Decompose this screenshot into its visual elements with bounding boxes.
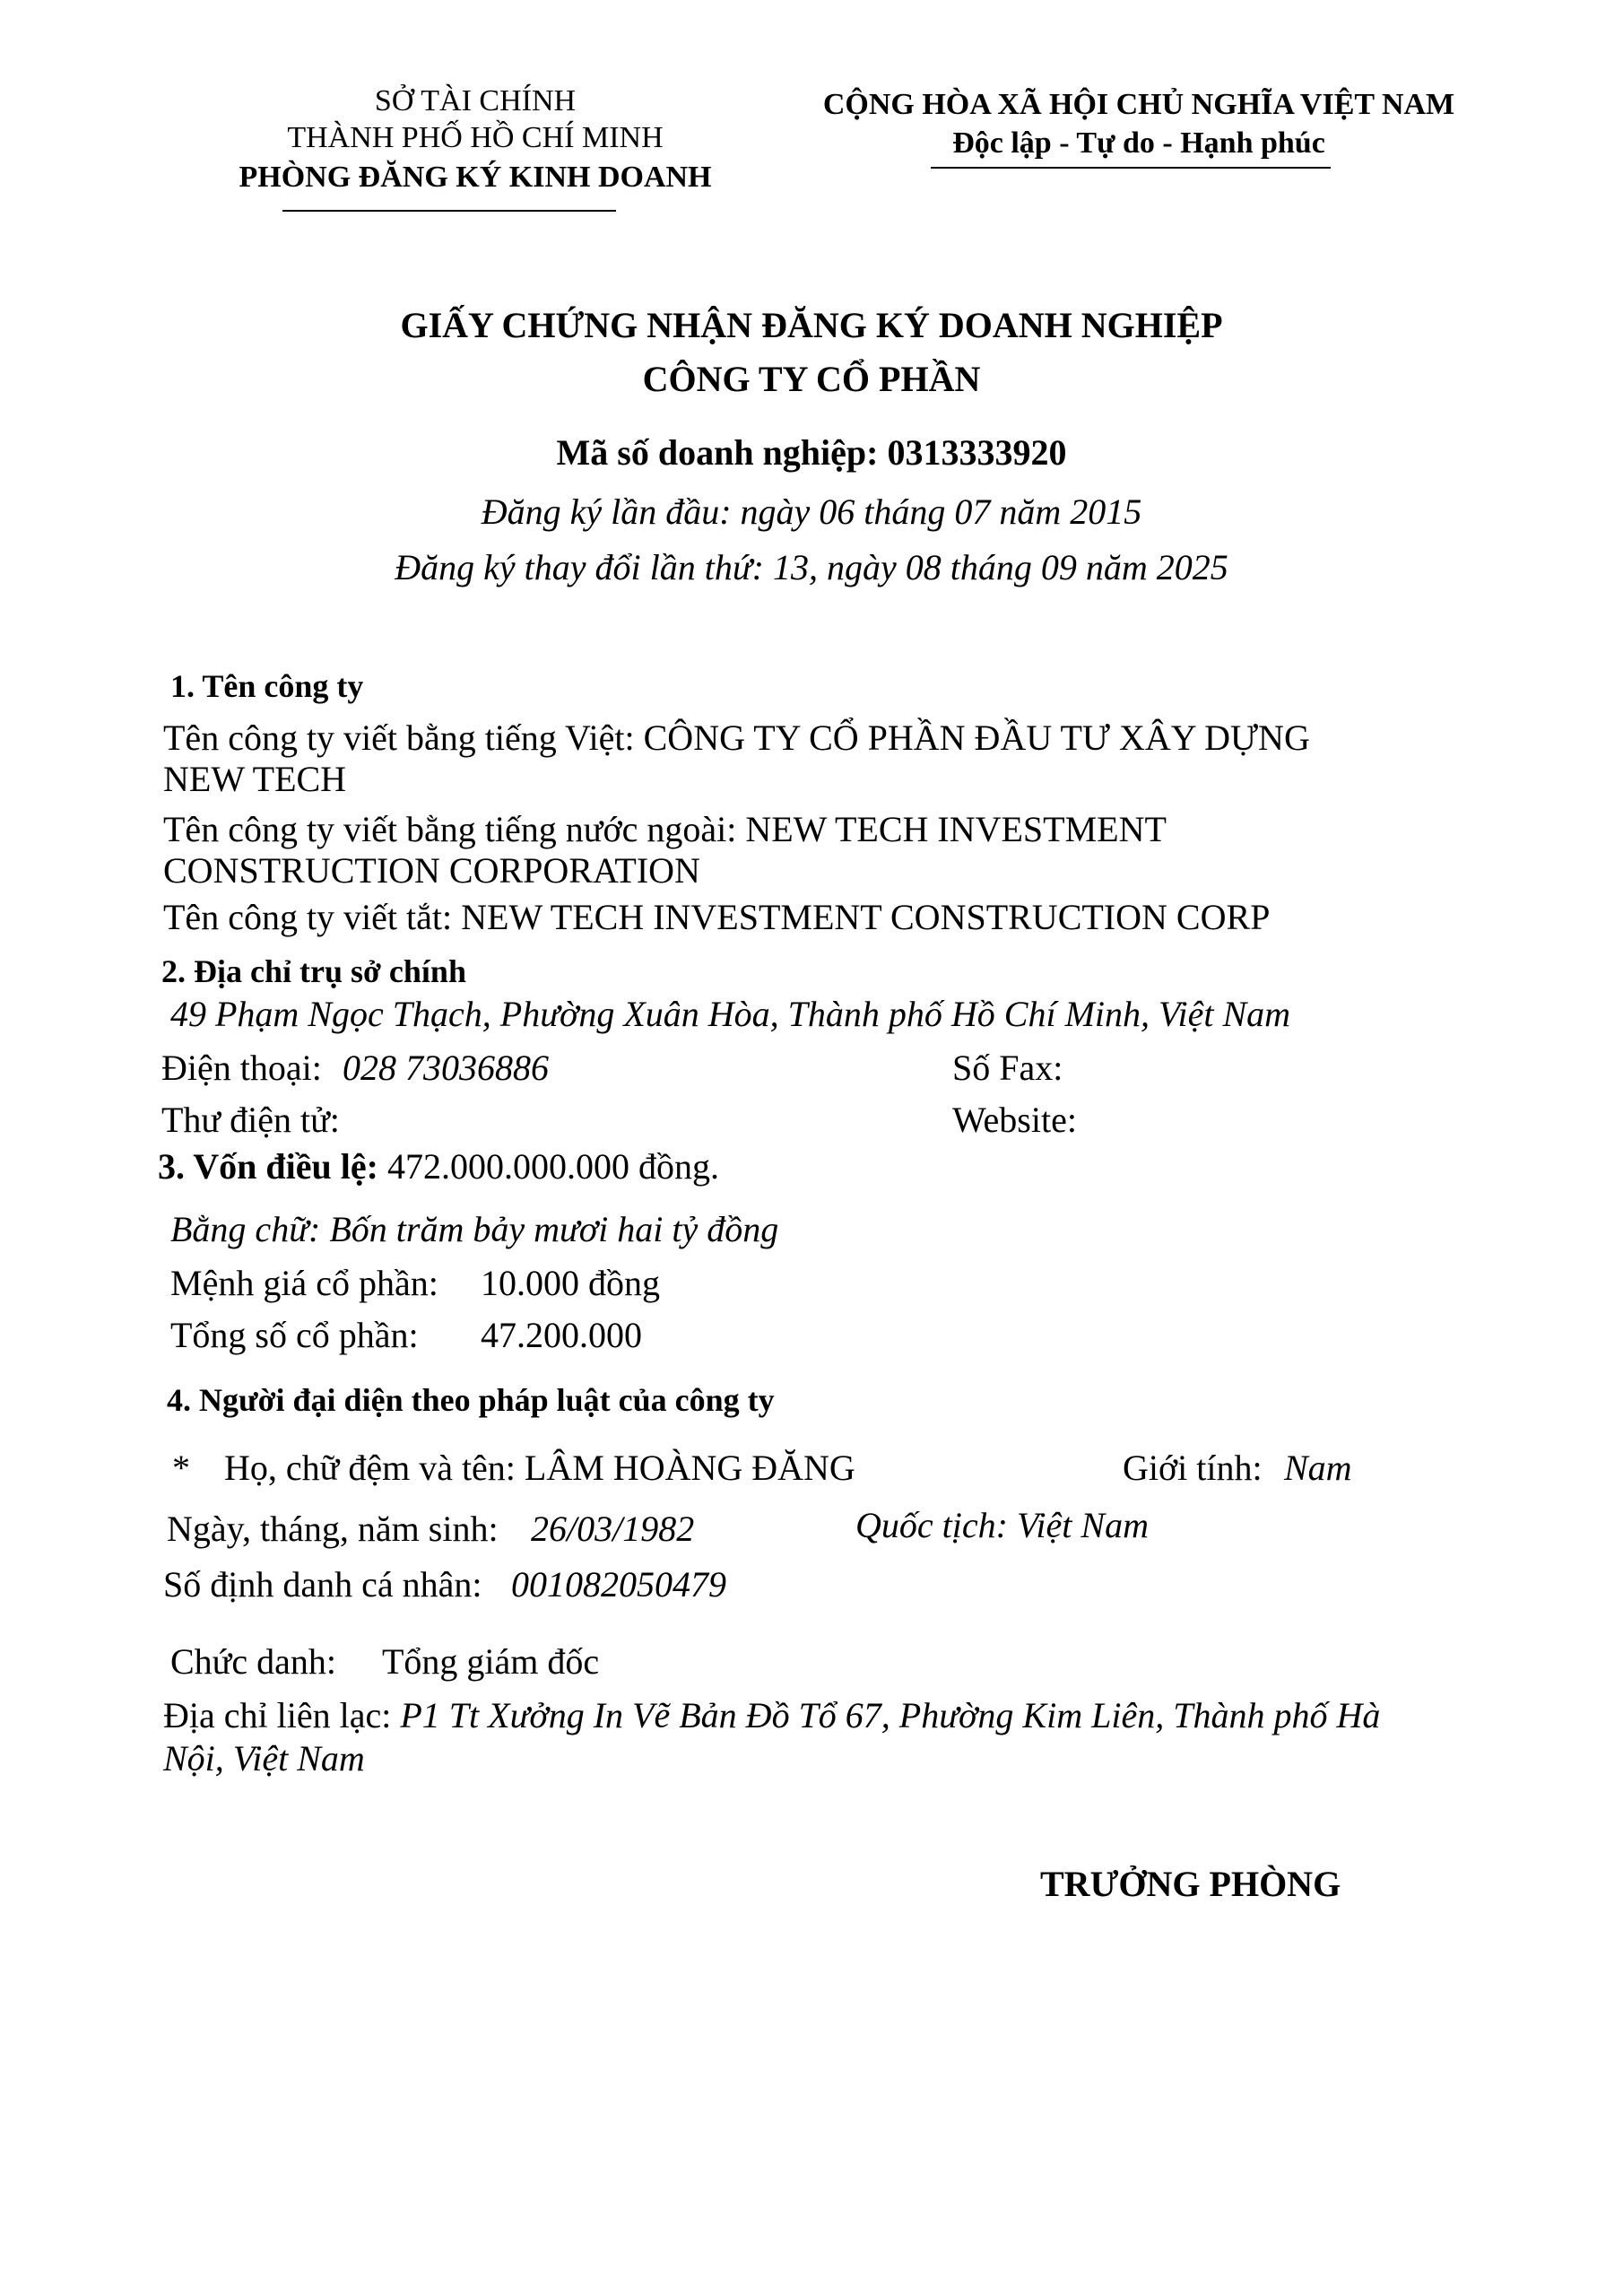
- total-shares-label: Tổng số cổ phần:: [170, 1315, 419, 1355]
- total-shares-value: 47.200.000: [481, 1315, 642, 1355]
- phone-label: Điện thoại:: [161, 1048, 322, 1088]
- website-label: Website:: [952, 1100, 1077, 1140]
- section3-heading: 3. Vốn điều lệ:: [158, 1146, 378, 1187]
- personal-id-label: Số định danh cá nhân:: [163, 1564, 482, 1605]
- certificate-title: GIẤY CHỨNG NHẬN ĐĂNG KÝ DOANH NGHIỆP: [400, 305, 1223, 345]
- enterprise-code: Mã số doanh nghiệp: 0313333920: [556, 432, 1067, 473]
- header-right-underline: [931, 167, 1331, 169]
- header-left-line1: SỞ TÀI CHÍNH: [374, 84, 577, 117]
- contact-address: [163, 1695, 1380, 1736]
- dob-label: Ngày, tháng, năm sinh:: [167, 1509, 499, 1549]
- company-name-abbr: Tên công ty viết tắt: NEW TECH INVESTMENT CONSTRUCTION CORP: [163, 897, 1271, 937]
- header-right-line1: CỘNG HÒA XÃ HỘI CHỦ NGHĨA VIỆT NAM: [822, 88, 1455, 121]
- change-registration: Đăng ký thay đổi lần thứ: 13, ngày 08 tháng 09 năm 2025: [395, 547, 1228, 587]
- bullet: *: [172, 1448, 190, 1488]
- company-name-foreign-line1: Tên công ty viết bằng tiếng nước ngoài: NEW TECH INVESTMENT: [163, 809, 1167, 849]
- head-office-address: 49 Phạm Ngọc Thạch, Phường Xuân Hòa, Thành phố Hồ Chí Minh, Việt Nam: [170, 994, 1291, 1034]
- gender-value: Nam: [1284, 1448, 1352, 1488]
- personal-id-value: 001082050479: [511, 1564, 726, 1605]
- header-left-underline: [282, 210, 616, 212]
- header-left-line3: PHÒNG ĐĂNG KÝ KINH DOANH: [239, 161, 712, 194]
- fax-label: Số Fax:: [952, 1048, 1063, 1088]
- representative-name: Họ, chữ đệm và tên: LÂM HOÀNG ĐĂNG: [224, 1448, 855, 1488]
- par-value: 10.000 đồng: [481, 1263, 660, 1303]
- company-name-vn-line1: Tên công ty viết bằng tiếng Việt: CÔNG TY CỔ PHẦN ĐẦU TƯ XÂY DỰNG: [163, 718, 1310, 758]
- section1-heading: 1. Tên công ty: [170, 668, 364, 704]
- job-title-value: Tổng giám đốc: [382, 1641, 600, 1682]
- par-value-label: Mệnh giá cổ phần:: [170, 1263, 438, 1303]
- company-name-vn-line2: NEW TECH: [163, 759, 347, 799]
- phone-value: 028 73036886: [343, 1048, 549, 1088]
- company-name-foreign-line2: CONSTRUCTION CORPORATION: [163, 850, 700, 891]
- section4-heading: 4. Người đại diện theo pháp luật của công ty: [167, 1382, 775, 1418]
- charter-capital-amount: 472.000.000.000 đồng.: [386, 1146, 719, 1187]
- job-title-label: Chức danh:: [170, 1641, 336, 1682]
- header-left-line2: THÀNH PHỐ HỒ CHÍ MINH: [287, 121, 664, 154]
- capital-in-words: Bằng chữ: Bốn trăm bảy mươi hai tỷ đồng: [170, 1209, 779, 1249]
- charter-capital: [158, 1146, 719, 1187]
- header-right-line2: Độc lập - Tự do - Hạnh phúc: [952, 126, 1325, 160]
- contact-address-label: Địa chỉ liên lạc:: [163, 1695, 392, 1735]
- company-type: CÔNG TY CỔ PHẦN: [642, 359, 981, 399]
- signature-title: TRƯỞNG PHÒNG: [1040, 1864, 1341, 1904]
- section2-heading: 2. Địa chỉ trụ sở chính: [161, 953, 466, 989]
- first-registration: Đăng ký lần đầu: ngày 06 tháng 07 năm 2015: [481, 491, 1142, 532]
- email-label: Thư điện tử:: [161, 1100, 340, 1140]
- contact-address-line2: Nội, Việt Nam: [163, 1738, 365, 1779]
- dob-value: 26/03/1982: [531, 1509, 695, 1549]
- gender-label: Giới tính:: [1123, 1448, 1263, 1488]
- contact-address-line1: P1 Tt Xưởng In Vẽ Bản Đồ Tổ 67, Phường Kim Liên, Thành phố Hà: [400, 1695, 1381, 1735]
- nationality: Quốc tịch: Việt Nam: [855, 1505, 1149, 1545]
